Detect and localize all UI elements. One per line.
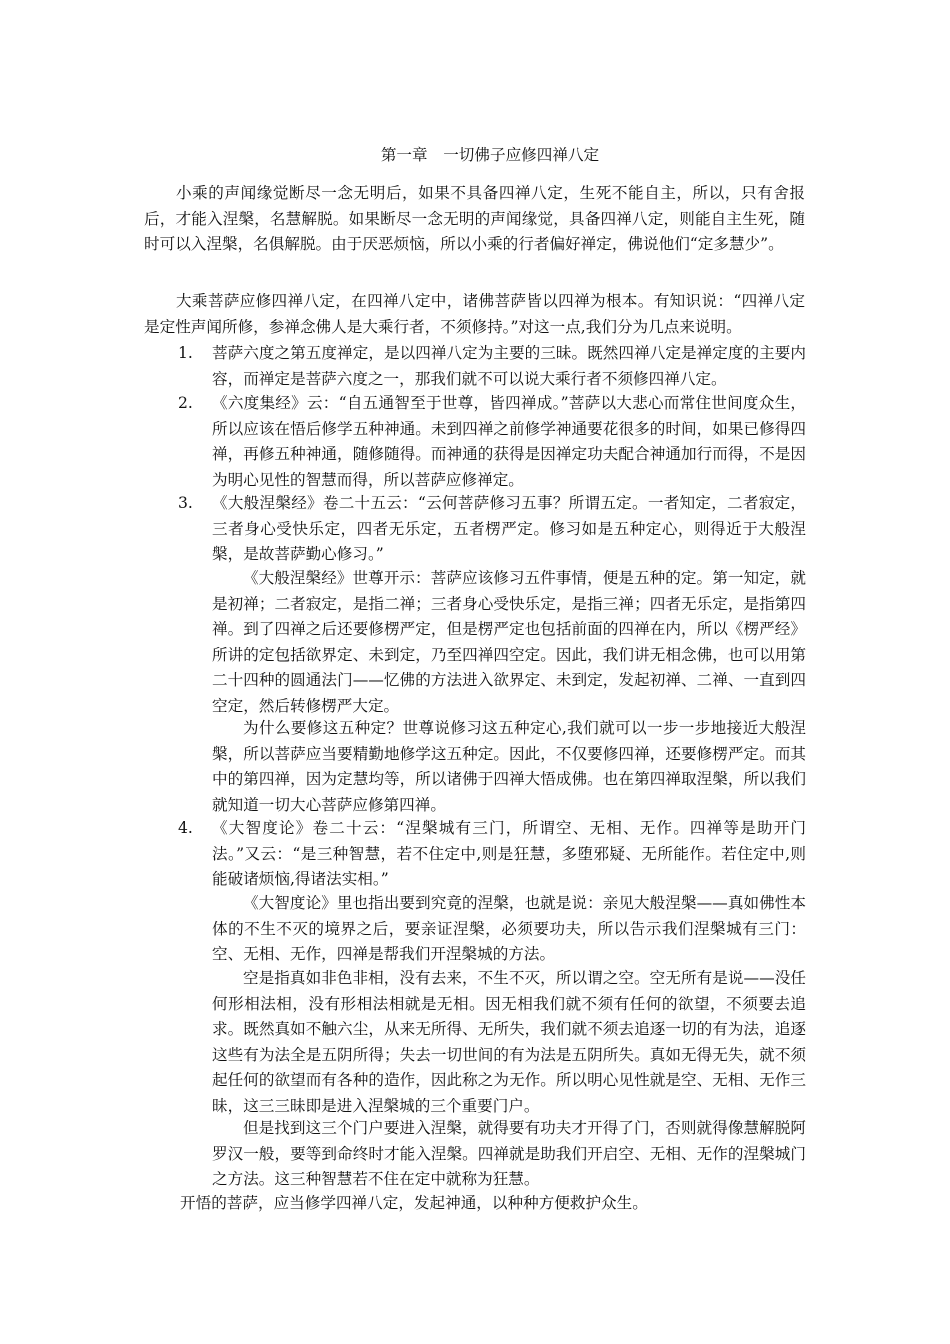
item-number: 2. (178, 394, 193, 412)
item-number: 3. (178, 494, 193, 512)
item-sub-paragraph: 《大般涅槃经》世尊开示：菩萨应该修习五件事情，便是五种的定。第一知定，就是初禅；二者寂定，是指二禅；三者身心受快乐定，是指三禅；四者无乐定，是指第四禅。到了四禅之后还要修楞严定，但是楞严定也包括前面的四禅在内，所以《楞严经》所讲的定包括欲界定、未到定，乃至四禅四空定。因此，我们讲无相念佛，也可以用第二十四种的圆通法门——忆佛的方法进入欲界定、未到定，发起初禅、二禅、一直到四空定，然后转修楞严大定。 (212, 569, 806, 715)
item-text: 《大智度论》卷二十云：“涅槃城有三门，所谓空、无相、无作。四禅等是助开门法。”又云：“是三种智慧，若不住定中,则是狂慧，多堕邪疑、无所能作。若住定中,则能破诸烦恼,得诸法实相。” (212, 819, 806, 889)
item-sub-paragraph: 《大智度论》里也指出要到究竟的涅槃，也就是说：亲见大般涅槃——真如佛性本体的不生不灭的境界之后，要亲证涅槃，必须要功夫，所以告示我们涅槃城有三门：空、无相、无作，四禅是帮我们开涅槃城的方法。 (212, 894, 806, 964)
item-text: 《六度集经》云：“自五通智至于世尊，皆四禅成。”菩萨以大悲心而常住世间度众生，所以应该在悟后修学五种神通。未到四禅之前修学神通要花很多的时间，如果已修得四禅，再修五种神通，随修随得。而神通的获得是因禅定功夫配合神通加行而得，不是因为明心见性的智慧而得，所以菩萨应修禅定。 (212, 394, 806, 489)
item-number: 4. (178, 819, 193, 837)
intro-paragraph-1: 小乘的声闻缘觉断尽一念无明后，如果不具备四禅八定，生死不能自主，所以，只有舍报后，才能入涅槃，名慧解脱。如果断尽一念无明的声闻缘觉，具备四禅八定，则能自主生死，随时可以入涅槃，名俱解脱。由于厌恶烦恼，所以小乘的行者偏好禅定，佛说他们“定多慧少”。 (144, 184, 805, 254)
item-sub-paragraph: 空是指真如非色非相，没有去来，不生不灭，所以谓之空。空无所有是说——没任何形相法相，没有形相法相就是无相。因无相我们就不须有任何的欲望，不须要去追求。既然真如不触六尘，从来无所得、无所失，我们就不须去追逐一切的有为法，追逐这些有为法全是五阴所得；失去一切世间的有为法是五阴所失。真如无得无失，就不须起任何的欲望而有各种的造作，因此称之为无作。所以明心见性就是空、无相、无作三昧，这三三昧即是进入涅槃城的三个重要门户。 (212, 969, 806, 1115)
chapter-title: 第一章 一切佛子应修四禅八定 (380, 146, 600, 164)
item-sub-paragraph: 为什么要修这五种定？世尊说修习这五种定心,我们就可以一步一步地接近大般涅槃，所以菩萨应当要精勤地修学这五种定。因此，不仅要修四禅，还要修楞严定。而其中的第四禅，因为定慧均等，所以诸佛于四禅大悟成佛。也在第四禅取涅槃，所以我们就知道一切大心菩萨应修第四禅。 (212, 719, 806, 814)
intro-paragraph-2: 大乘菩萨应修四禅八定，在四禅八定中，诸佛菩萨皆以四禅为根本。有知识说：“四禅八定是定性声闻所修，参禅念佛人是大乘行者，不须修持。”对这一点,我们分为几点来说明。 (144, 292, 805, 336)
item-sub-paragraph: 但是找到这三个门户要进入涅槃，就得要有功夫才开得了门，否则就得像慧解脱阿罗汉一般，要等到命终时才能入涅槃。四禅就是助我们开启空、无相、无作的涅槃城门之方法。这三种智慧若不住在定中就称为狂慧。 (212, 1119, 806, 1189)
item-number: 1. (178, 344, 193, 362)
item-text: 菩萨六度之第五度禅定，是以四禅八定为主要的三昧。既然四禅八定是禅定度的主要内容，而禅定是菩萨六度之一，那我们就不可以说大乘行者不须修四禅八定。 (212, 344, 806, 388)
item-text: 《大般涅槃经》卷二十五云：“云何菩萨修习五事？所谓五定。一者知定，二者寂定，三者身心受快乐定，四者无乐定，五者楞严定。修习如是五种定心，则得近于大般涅槃，是故菩萨勤心修习。” (212, 494, 806, 564)
closing-paragraph: 开悟的菩萨，应当修学四禅八定，发起神通，以种种方便救护众生。 (180, 1194, 648, 1212)
